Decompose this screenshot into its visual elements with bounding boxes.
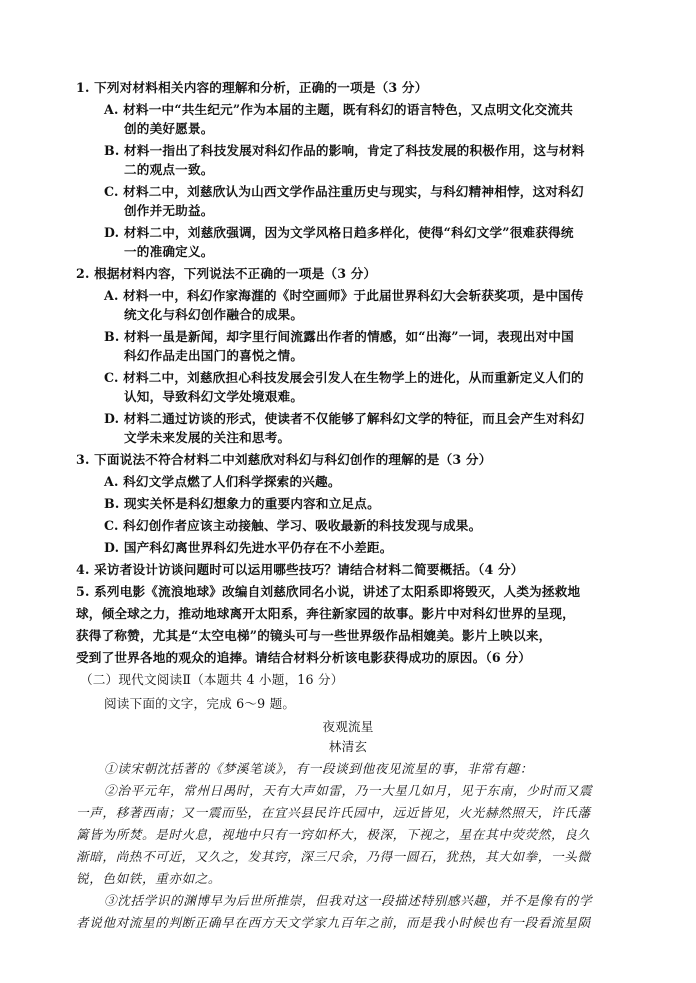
text-line: C. 科幻创作者应该主动接触、学习、吸收最新的科技发现与成果。	[104, 518, 482, 533]
text-line: B. 材料一指出了科技发展对科幻作品的影响，肯定了科技发展的积极作用，这与材料	[104, 143, 585, 158]
text-line: 获得了称赞，尤其是“太空电梯”的镜头可与一些世界级作品相媲美。影片上映以来，	[76, 628, 552, 643]
text-line: 夜观流星	[322, 719, 374, 734]
text-line: D. 国产科幻离世界科幻先进水平仍存在不小差距。	[104, 540, 393, 555]
text-line: 渐暗，尚热不可近，又久之，发其窍，深三尺余，乃得一圆石，犹热，其大如拳，一头微	[76, 849, 591, 864]
text-line: 3. 下面说法不符合材料二中刘慈欣对科幻与科幻创作的理解的是（3 分）	[76, 452, 492, 467]
text-line: 1. 下列对材料相关内容的理解和分析，正确的一项是（3 分）	[76, 80, 428, 95]
text-line: 者说他对流星的判断正确早在西方天文学家九百年之前，而是我小时候也有一段看流星陨	[76, 915, 591, 930]
text-line: 球，倾全球之力，推动地球离开太阳系，奔往新家园的故事。影片中对科幻世界的呈现，	[76, 606, 575, 621]
text-line: 一声，移著西南；又一震而坠，在宜兴县民许氏园中，远近皆见，火光赫然照天，许氏藩	[76, 805, 591, 820]
text-line: 创作并无助益。	[124, 203, 214, 218]
text-line: B. 材料一虽是新闻，却字里行间流露出作者的情感，如“出海”一词，表现出对中国	[104, 329, 574, 344]
text-line: 文学未来发展的关注和思考。	[124, 430, 291, 445]
text-line: 锐，色如铁，重亦如之。	[76, 871, 222, 886]
text-line: 认知，导致科幻文学处境艰难。	[124, 389, 304, 404]
text-line: 创的美好愿景。	[124, 121, 214, 136]
text-line: B. 现实关怀是科幻想象力的重要内容和立足点。	[104, 496, 380, 511]
text-line: C. 材料二中，刘慈欣认为山西文学作品注重历史与现实，与科幻精神相悖，这对科幻	[104, 184, 584, 199]
text-line: 二的观点一致。	[124, 162, 214, 177]
text-line: A. 材料一中，科幻作家海漄的《时空画师》于此届世界科幻大会斩获奖项，是中国传	[104, 288, 584, 303]
text-line: D. 材料二通过访谈的形式，使读者不仅能够了解科幻文学的特征，而且会产生对科幻	[104, 411, 585, 426]
text-line: A. 科幻文学点燃了人们科学探索的兴趣。	[104, 474, 341, 489]
text-line: A. 材料一中“共生纪元”作为本届的主题，既有科幻的语言特色，又点明文化交流共	[104, 102, 574, 117]
text-line: ③沈括学识的渊博早为后世所推崇，但我对这一段描述特别感兴趣，并不是像有的学	[104, 893, 593, 908]
text-line: 4. 采访者设计访谈问题时可以运用哪些技巧？请结合材料二简要概括。（4 分）	[76, 562, 524, 577]
text-line: 林清玄	[328, 739, 368, 754]
text-line: ②治平元年，常州日禺时，天有大声如雷，乃一大星几如月，见于东南，少时而又震	[104, 783, 593, 798]
text-line: 篱皆为所焚。是时火息，视地中只有一窍如杯大，极深，下视之，星在其中荧荧然，良久	[76, 827, 591, 842]
text-line: ①读宋朝沈括著的《梦溪笔谈》，有一段谈到他夜见流星的事，非常有趣：	[104, 761, 534, 776]
text-line: C. 材料二中，刘慈欣担心科技发展会引发人在生物学上的进化，从而重新定义人们的	[104, 370, 584, 385]
text-line: 一的准确定义。	[124, 244, 214, 259]
text-line: （二）现代文阅读Ⅱ（本题共 4 小题，16 分）	[80, 672, 344, 687]
text-line: 科幻作品走出国门的喜悦之情。	[124, 348, 304, 363]
text-line: 统文化与科幻创作融合的成果。	[124, 307, 304, 322]
text-line: 5. 系列电影《流浪地球》改编自刘慈欣同名小说，讲述了太阳系即将毁灭，人类为拯救地	[76, 584, 581, 599]
text-line: 受到了世界各地的观众的追捧。请结合材料分析该电影获得成功的原因。（6 分）	[76, 650, 532, 665]
text-line: 2. 根据材料内容，下列说法不正确的一项是（3 分）	[76, 266, 377, 281]
text-line: 阅读下面的文字，完成 6～9 题。	[104, 696, 296, 711]
text-line: D. 材料二中，刘慈欣强调，因为文学风格日趋多样化，使得“科幻文学”很难获得统	[104, 225, 574, 240]
